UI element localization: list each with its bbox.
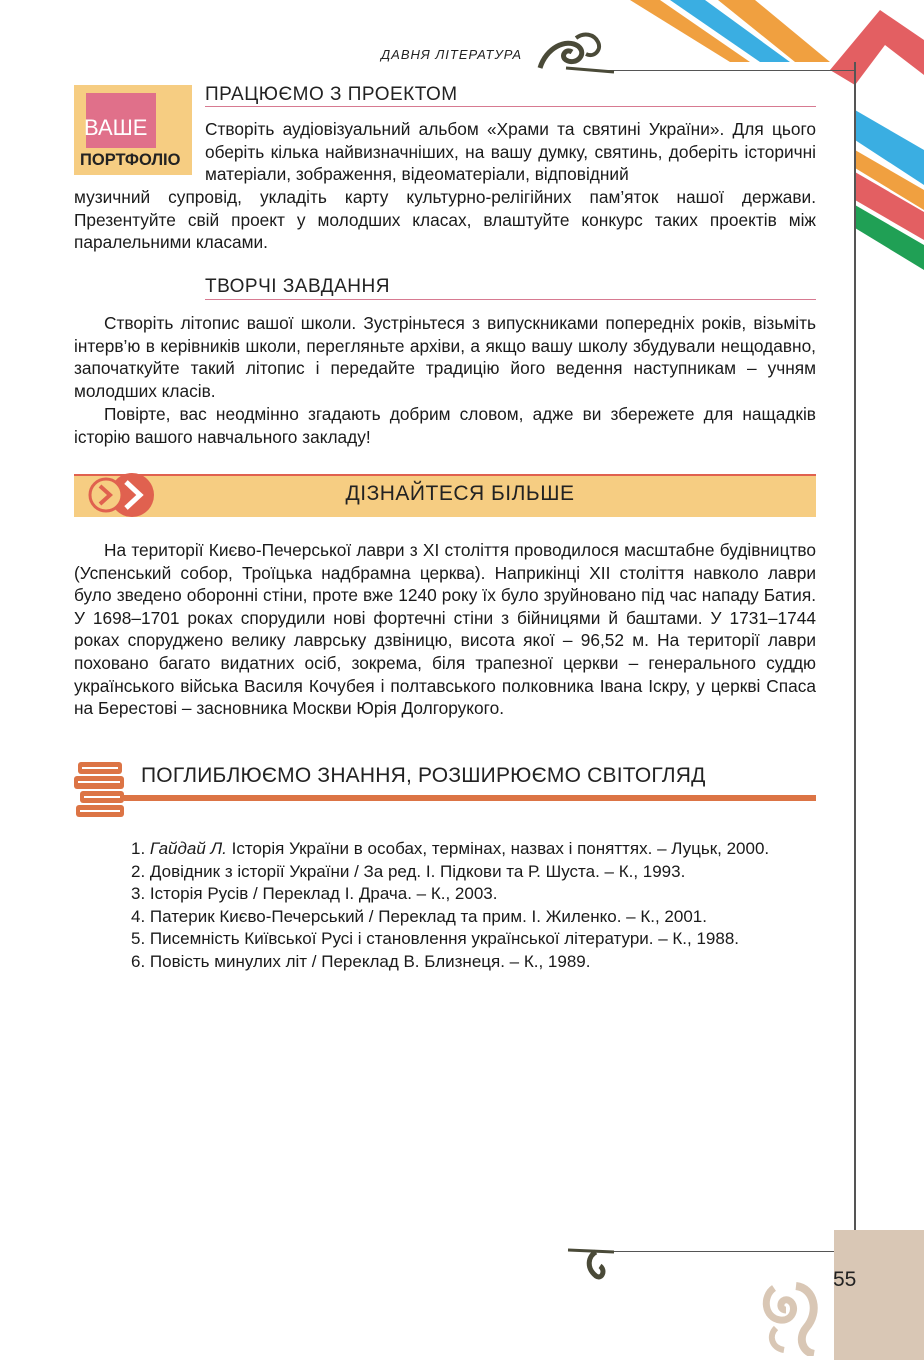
source-item: 2. Довідник з історії України / За ред. І. Підкови та Р. Шуста. – К., 1993. — [131, 861, 686, 881]
portfolio-heading-rule — [205, 106, 816, 107]
portfolio-text-top: Створіть аудіовізуальний альбом «Храми та святині України». Для цього оберіть кілька найвизначніших, на вашу думку, святинь, доберіть історичні матеріали, зображення, відеоматеріали, відповідний — [205, 119, 816, 185]
creative-paragraph-2: Повірте, вас неодмінно згадають добрим словом, адже ви збережете для нащадків історію вашого навчального закладу! — [74, 404, 816, 447]
page-number: 55 — [833, 1268, 857, 1291]
portfolio-badge — [74, 85, 192, 175]
arrows-icon — [86, 472, 158, 518]
creative-heading: ТВОРЧІ ЗАВДАННЯ — [205, 276, 390, 297]
sources-list — [131, 838, 816, 973]
badge-line1: ВАШЕ — [84, 115, 148, 140]
page-frame-top — [600, 70, 856, 71]
ornament-top-icon — [536, 28, 616, 76]
badge-line2: ПОРТФОЛІО — [80, 151, 181, 169]
portfolio-heading: ПРАЦЮЄМО З ПРОЕКТОМ — [205, 84, 458, 105]
page-frame-bottom — [600, 1251, 856, 1252]
source-item: 5. Писемність Київської Русі і становлення української літератури. – К., 1988. — [131, 929, 740, 948]
corner-block — [834, 1230, 924, 1360]
source-item: 4. Патерик Києво-Печерський / Переклад та прим. І. Жиленко. – К., 2001. — [131, 906, 707, 926]
books-icon — [72, 760, 128, 818]
source-item: 1. Гайдай Л. Історія України в особах, термінах, назвах і поняттях. – Луцьк, 2000. — [131, 839, 770, 858]
page-frame-right — [854, 62, 856, 1254]
portfolio-text-rest: музичний супровід, укладіть карту культурно-релігійних пам’яток нашої держави. Презентуйте свій проект у молодших класах, влаштуйте конкурс таких проектів між паралельними класами. — [74, 187, 816, 253]
learn-more-text: На території Києво-Печерської лаври з XI століття проводилося масштабне будівництво (Успенський собор, Троїцька надбрамна церква). Наприкінці XII століття навколо лаври було зведено оборонні стіни, проте вже 1240 року їх було зруйновано під час нападу Батия. У 1698–1701 роках спорудили нові фортечні стіни з бійницями й баштами. У 1731–1744 роках споруджено велику лаврську дзвіницю, висота якої – 96,52 м. На території лаври поховано багато видатних осіб, зокрема, біля трапезної церкви – генерального суддю українського війська Василя Кочубея і полтавського полковника Івана Іскру, у церкві Спаса на Берестові – засновника Москви Юрія Долгорукого. — [74, 540, 816, 719]
learn-more-heading: ДІЗНАЙТЕСЯ БІЛЬШЕ — [345, 482, 575, 505]
running-title: ДАВНЯ ЛІТЕРАТУРА — [381, 47, 523, 62]
source-item: 3. Історія Русів / Переклад І. Драча. – К., 2003. — [131, 884, 498, 903]
ornament-bottom-icon — [566, 1242, 616, 1282]
source-item: 6. Повість минулих літ / Переклад В. Близнеця. – К., 1989. — [131, 951, 591, 971]
creative-heading-rule — [205, 299, 816, 300]
creative-paragraph-1: Створіть літопис вашої школи. Зустріньтеся з випускниками попередніх років, візьміть інтерв’ю в керівників школи, перегляньте архіви, а якщо вашу школу збудували нещодавно, започаткуйте такий літопис і передайте традицію його ведення наступникам – учням молодших класів. — [74, 313, 816, 401]
deepen-heading-bar — [124, 795, 816, 801]
deepen-heading: ПОГЛИБЛЮЄМО ЗНАННЯ, РОЗШИРЮЄМО СВІТОГЛЯД — [141, 764, 706, 787]
swirl-ornament-icon — [756, 1268, 826, 1356]
